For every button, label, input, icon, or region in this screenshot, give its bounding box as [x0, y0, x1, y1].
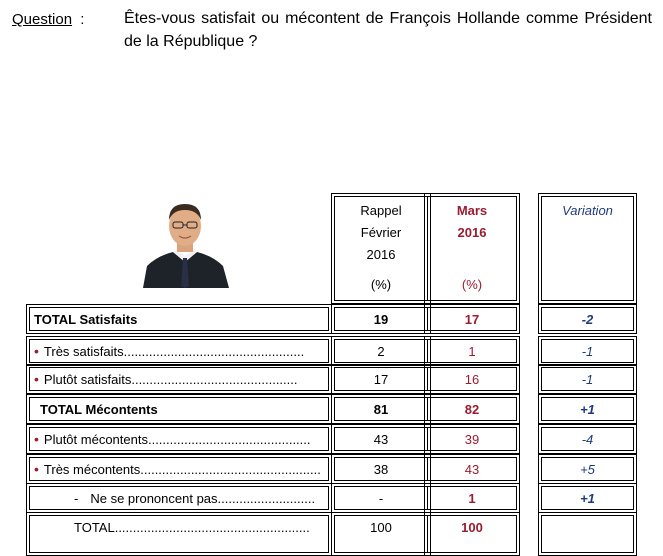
question-label: [12, 11, 84, 28]
value-feb: 43: [373, 431, 389, 447]
header-feb-line3: 2016: [366, 247, 396, 262]
value-mar: 1: [468, 343, 476, 359]
row-leader-dots: .............................................: [147, 431, 311, 447]
value-vr: +1: [580, 401, 595, 417]
value-mar: 39: [464, 431, 480, 447]
value-vr: -4: [581, 431, 594, 447]
portrait-photo: [137, 196, 233, 288]
value-mar: 100: [461, 519, 483, 535]
value-feb: 17: [373, 371, 389, 387]
row-label-text: Plutôt mécontents: [43, 431, 148, 447]
row-label: [34, 394, 324, 424]
dash-marker: -: [74, 490, 79, 506]
row-leader-dots: ..............................................: [131, 371, 298, 387]
value-mar: 16: [464, 371, 480, 387]
value-mar: 17: [464, 311, 480, 327]
value-vr: -1: [581, 343, 594, 359]
row-label-text: TOTAL: [74, 519, 115, 535]
bullet-icon: •: [34, 431, 39, 447]
value-vr: -1: [581, 371, 594, 387]
value-vr: -2: [581, 311, 594, 327]
value-mar: 82: [464, 401, 480, 417]
row-label-text: Très mécontents: [43, 461, 141, 477]
header-feb-line2: Février: [360, 225, 402, 240]
row-leader-dots: ...........................: [217, 490, 316, 506]
value-vr: +1: [580, 490, 595, 506]
value-feb: -: [378, 490, 384, 506]
value-mar: 1: [468, 490, 476, 506]
row-leader-dots: ..................................................: [123, 343, 305, 359]
row-label-text: Ne se prononcent pas: [90, 490, 218, 506]
bullet-icon: •: [34, 461, 39, 477]
header-feb: [333, 200, 429, 296]
row-label: [34, 304, 324, 334]
header-mar-line2: 2016: [457, 225, 487, 240]
row-label: [34, 512, 324, 542]
row-label-text: TOTAL Satisfaits: [34, 311, 138, 327]
header-mar-line1: Mars: [456, 203, 488, 218]
row-label: [34, 424, 324, 454]
header-mar-unit: (%): [461, 277, 483, 292]
value-feb: 19: [373, 311, 389, 327]
value-vr: [538, 512, 637, 542]
value-vr: +5: [580, 461, 595, 477]
question-text: Êtes-vous satisfait ou mécontent de François Hollande comme Président de la République ?: [124, 10, 652, 50]
row-label: [34, 454, 324, 484]
header-feb-unit: (%): [370, 277, 392, 292]
header-variation: Variation: [562, 203, 613, 218]
row-leader-dots: ..................................................: [140, 461, 321, 477]
row-label-text: Plutôt satisfaits: [43, 371, 132, 387]
row-leader-dots: ......................................................: [114, 519, 310, 535]
row-label-text: TOTAL Mécontents: [40, 401, 158, 417]
header-mar: [426, 200, 518, 296]
question-word: Question: [12, 11, 73, 28]
value-feb: 100: [370, 519, 392, 535]
value-feb: 81: [373, 401, 389, 417]
row-label: [34, 483, 324, 513]
value-mar: 43: [464, 461, 480, 477]
question-colon: :: [80, 11, 85, 28]
row-label-text: Très satisfaits: [43, 343, 124, 359]
value-feb: 38: [373, 461, 389, 477]
bullet-icon: •: [34, 343, 39, 359]
bullet-icon: •: [34, 371, 39, 387]
row-label: [34, 364, 324, 394]
value-feb: 2: [377, 343, 385, 359]
header-feb-line1: Rappel: [360, 203, 402, 218]
row-label: [34, 336, 324, 366]
